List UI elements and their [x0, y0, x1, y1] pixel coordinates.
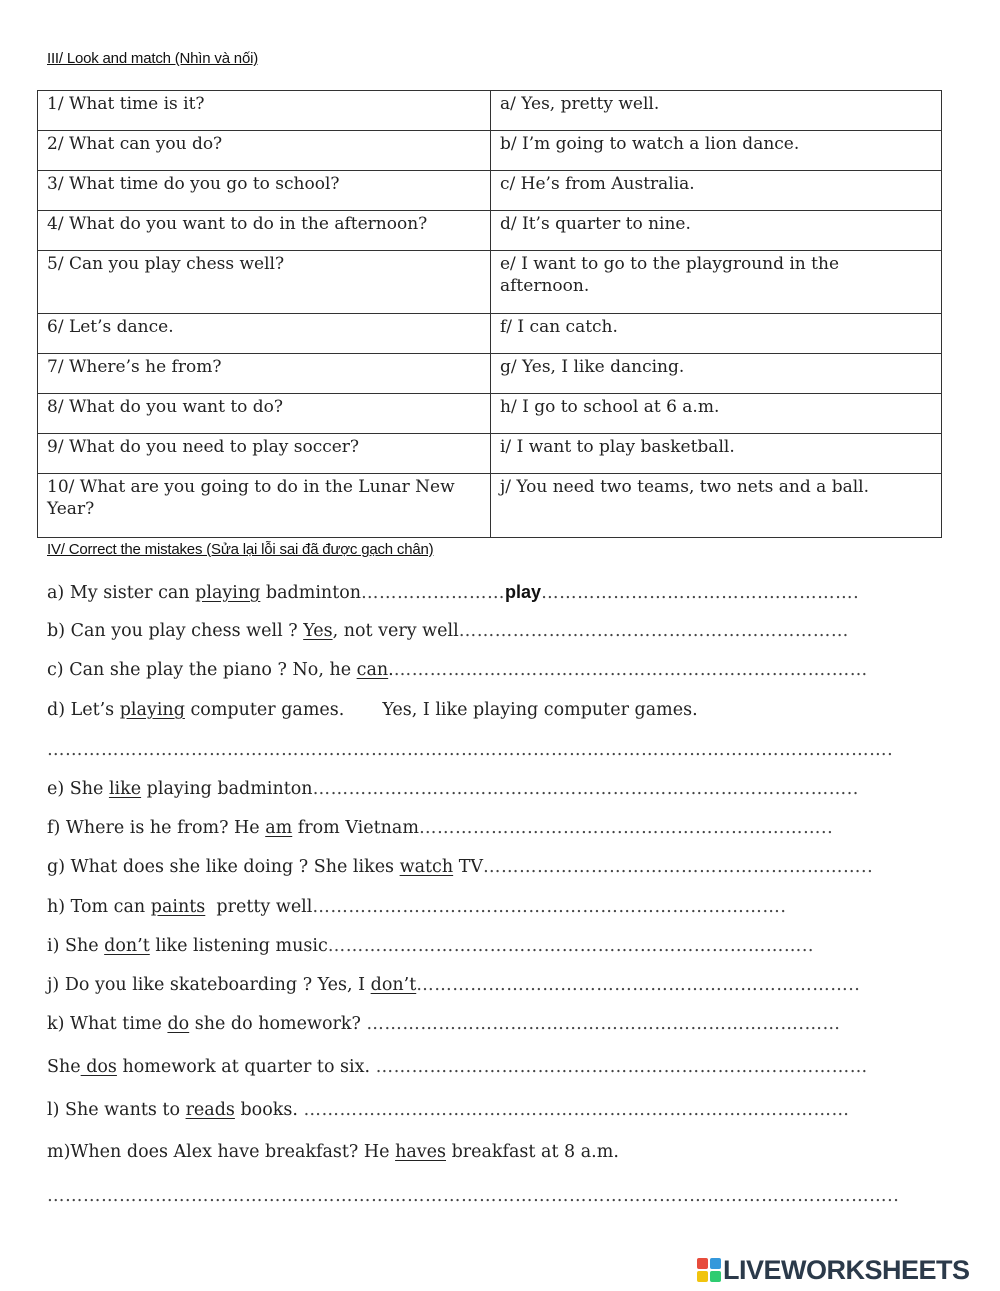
sentence-text: l) She wants to — [47, 1100, 186, 1120]
sentence-text: books. — [234, 1100, 304, 1120]
question-cell: 3/ What time do you go to school? — [38, 171, 491, 211]
answer-cell: j/ You need two teams, two nets and a ball. — [491, 474, 942, 538]
table-row — [38, 474, 942, 538]
answer-blank[interactable]: ……………………………………………………………………………………………..……………………………. — [47, 740, 894, 760]
table-row — [38, 434, 942, 474]
question-cell: 10/ What are you going to do in the Lunar New Year? — [38, 474, 491, 538]
logo-square-red — [697, 1258, 708, 1269]
answer-cell: b/ I’m going to watch a lion dance. — [491, 131, 942, 171]
answer-blank[interactable]: ………………………………………………….…………………………… — [303, 1100, 850, 1120]
reply-text: Yes, I like playing computer games. — [382, 700, 698, 720]
answer-blank[interactable]: …………………..…………………………………… — [458, 621, 849, 641]
mistake-word: don’t — [370, 975, 417, 995]
question-cell: 8/ What do you want to do? — [38, 394, 491, 434]
sentence-text: d) Let’s — [47, 700, 120, 720]
mistake-word: watch — [399, 857, 454, 877]
mistake-word: dos — [80, 1057, 117, 1077]
sentence-text: computer games. — [184, 700, 345, 720]
sentence-text: h) Tom can — [47, 897, 151, 917]
sentence-text: homework at quarter to six. — [116, 1057, 376, 1077]
table-row — [38, 251, 942, 314]
answer-cell: g/ Yes, I like dancing. — [491, 354, 942, 394]
logo-square-yellow — [697, 1271, 708, 1282]
sentence-text: she do homework? — [189, 1014, 367, 1034]
answer-blank[interactable]: …………………… — [361, 583, 506, 603]
sentence-text: j) Do you like skateboarding ? Yes, I — [47, 975, 371, 995]
mistake-word: can — [356, 660, 389, 680]
question-cell: 9/ What do you need to play soccer? — [38, 434, 491, 474]
sentence-text: playing badminton — [141, 779, 313, 799]
answer-blank[interactable]: ……………………………………………………………………………………………..…………………………….. — [47, 1186, 900, 1206]
sentence-text: f) Where is he from? He — [47, 818, 266, 838]
exercise-b — [47, 621, 849, 641]
answer-text: play — [505, 582, 542, 602]
logo-square-blue — [710, 1258, 721, 1269]
answer-cell: h/ I go to school at 6 a.m. — [491, 394, 942, 434]
sentence-text: like listening music — [149, 936, 328, 956]
answer-cell: c/ He’s from Australia. — [491, 171, 942, 211]
answer-blank[interactable]: …………………………….…………………………….. — [418, 818, 834, 838]
sentence-text: b) Can you play chess well ? — [47, 621, 304, 641]
exercise-d — [47, 700, 698, 720]
question-cell: 4/ What do you want to do in the afternoon? — [38, 211, 491, 251]
question-cell: 5/ Can you play chess well? — [38, 251, 491, 314]
mistake-word: haves — [395, 1142, 446, 1162]
sentence-text: e) She — [47, 779, 109, 799]
table-row — [38, 314, 942, 354]
mistake-word: don’t — [104, 936, 150, 956]
mistake-word: like — [108, 779, 142, 799]
table-row — [38, 131, 942, 171]
section-3-heading: III/ Look and match (Nhìn và nối) — [47, 50, 259, 67]
exercise-k — [47, 1014, 841, 1034]
question-cell: 6/ Let’s dance. — [38, 314, 491, 354]
sentence-text: k) What time — [47, 1014, 168, 1034]
answer-blank[interactable]: ……………………………………………………………….…… — [393, 660, 868, 680]
answer-blank[interactable]: …………………..………………………………………………………….. — [312, 779, 859, 799]
sentence-text: . — [388, 660, 394, 680]
answer-blank[interactable]: ……………………………………………………………….. — [416, 975, 861, 995]
liveworksheets-logo[interactable] — [697, 1256, 970, 1284]
answer-cell: a/ Yes, pretty well. — [491, 91, 942, 131]
question-cell: 7/ Where’s he from? — [38, 354, 491, 394]
answer-blank[interactable]: ……………………………………………………….. — [483, 857, 874, 877]
sentence-text: from Vietnam — [292, 818, 419, 838]
answer-cell: i/ I want to play basketball. — [491, 434, 942, 474]
sentence-text: badminton — [260, 583, 362, 603]
exercise-e — [47, 779, 859, 799]
answer-cell: e/ I want to go to the playground in the afternoon. — [491, 251, 942, 314]
sentence-text: a) My sister can — [47, 583, 196, 603]
answer-cell: d/ It’s quarter to nine. — [491, 211, 942, 251]
mistake-word: playing — [119, 700, 185, 720]
table-row — [38, 211, 942, 251]
mistake-word: playing — [195, 583, 261, 603]
exercise-g — [47, 857, 873, 877]
logo-square-green — [710, 1271, 721, 1282]
mistake-word: Yes — [303, 621, 333, 641]
answer-blank[interactable]: ……………………………………………………………………. — [312, 897, 787, 917]
answer-cell: f/ I can catch. — [491, 314, 942, 354]
sentence-text: breakfast at 8 a.m. — [446, 1142, 619, 1162]
answer-blank[interactable]: ………………………………………………………….…………… — [375, 1057, 868, 1077]
sentence-text: TV — [453, 857, 484, 877]
sentence-text: g) What does she like doing ? She likes — [47, 857, 400, 877]
exercise-l — [47, 1100, 850, 1120]
question-cell: 2/ What can you do? — [38, 131, 491, 171]
exercise-m — [47, 1142, 619, 1162]
mistake-word: reads — [185, 1100, 235, 1120]
sentence-text: c) Can she play the piano ? No, he — [47, 660, 357, 680]
answer-blank[interactable]: …………………………………………….……………………….. — [327, 936, 814, 956]
table-row — [38, 394, 942, 434]
table-row — [38, 171, 942, 211]
exercise-h — [47, 897, 786, 917]
mistake-word: paints — [150, 897, 206, 917]
match-table — [37, 90, 942, 538]
answer-blank[interactable]: ……………………………….……………. — [541, 583, 860, 603]
table-row — [38, 91, 942, 131]
section-4-heading: IV/ Correct the mistakes (Sửa lại lỗi sai đã được gạch chân) — [47, 541, 434, 558]
exercise-k-answer-line — [47, 1057, 868, 1077]
table-row — [38, 354, 942, 394]
exercise-f — [47, 818, 833, 838]
logo-text: LIVEWORKSHEETS — [723, 1254, 970, 1285]
sentence-text: m)When does Alex have breakfast? He — [47, 1142, 396, 1162]
exercise-i — [47, 936, 814, 956]
mistake-word: am — [265, 818, 293, 838]
logo-mark-icon — [697, 1258, 721, 1282]
exercise-c — [47, 660, 868, 680]
sentence-text: , not very well — [332, 621, 459, 641]
sentence-text: pretty well — [205, 897, 313, 917]
exercise-a — [47, 582, 859, 603]
sentence-text: i) She — [47, 936, 105, 956]
answer-blank[interactable]: ……………………………………………………………….…… — [366, 1014, 841, 1034]
exercise-j — [47, 975, 860, 995]
mistake-word: do — [167, 1014, 190, 1034]
question-cell: 1/ What time is it? — [38, 91, 491, 131]
sentence-text: She — [47, 1057, 81, 1077]
